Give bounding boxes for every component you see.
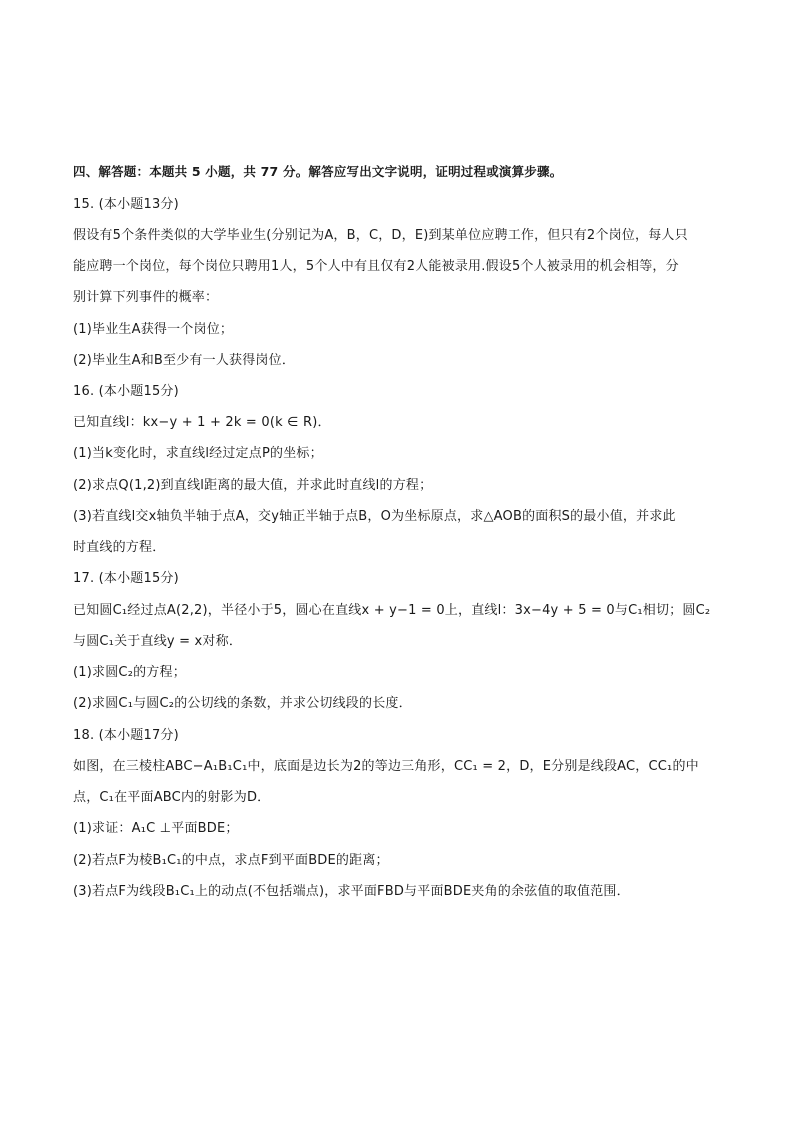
question-18-line-2: 点，C₁在平面ABC内的射影为D．: [73, 790, 271, 805]
question-16-header: 16. (本小题15分): [73, 384, 179, 399]
question-15-part-1: (1)毕业生A获得一个岗位；: [73, 322, 234, 337]
question-18-part-3: (3)若点F为线段B₁C₁上的动点(不包括端点)，求平面FBD与平面BDE夹角的余弦值的取值范围．: [73, 884, 630, 899]
question-16-part-3: (3)若直线l交x轴负半轴于点A，交y轴正半轴于点B，O为坐标原点，求△AOB的面积S的最小值，并求此: [73, 509, 676, 524]
question-18-part-2: (2)若点F为棱B₁C₁的中点，求点F到平面BDE的距离；: [73, 853, 389, 868]
question-16-part-1: (1)当k变化时，求直线l经过定点P的坐标；: [73, 446, 323, 461]
question-15-line-3: 别计算下列事件的概率：: [73, 290, 219, 305]
question-16-part-3-cont: 时直线的方程．: [73, 540, 166, 555]
question-17-line-2: 与圆C₁关于直线y = x对称．: [73, 634, 243, 649]
question-15-part-2: (2)毕业生A和B至少有一人获得岗位．: [73, 353, 296, 368]
question-16-line-1: 已知直线l：kx−y + 1 + 2k = 0(k ∈ R)．: [73, 415, 331, 430]
question-18-line-1: 如图，在三棱柱ABC−A₁B₁C₁中，底面是边长为2的等边三角形，CC₁ = 2，D，E分别是线段AC，CC₁的中: [73, 759, 699, 774]
question-17-header: 17. (本小题15分): [73, 571, 179, 586]
question-18-header: 18. (本小题17分): [73, 728, 179, 743]
section-heading: 四、解答题：本题共 5 小题，共 77 分。解答应写出文字说明，证明过程或演算步骤。: [73, 164, 563, 179]
question-15-line-1: 假设有5个条件类似的大学毕业生(分别记为A，B，C，D，E)到某单位应聘工作，但只有2个岗位，每人只: [73, 228, 688, 243]
question-18-part-1: (1)求证：A₁C ⊥平面BDE；: [73, 821, 239, 836]
question-17-part-2: (2)求圆C₁与圆C₂的公切线的条数，并求公切线段的长度．: [73, 696, 412, 711]
question-17-line-1: 已知圆C₁经过点A(2,2)，半径小于5，圆心在直线x + y−1 = 0上，直线l：3x−4y + 5 = 0与C₁相切；圆C₂: [73, 603, 711, 618]
question-16-part-2: (2)求点Q(1,2)到直线l距离的最大值，并求此时直线l的方程；: [73, 478, 433, 493]
question-15-header: 15. (本小题13分): [73, 197, 179, 212]
question-17-part-1: (1)求圆C₂的方程；: [73, 665, 186, 680]
question-15-line-2: 能应聘一个岗位，每个岗位只聘用1人，5个人中有且仅有2人能被录用.假设5个人被录用的机会相等，分: [73, 259, 679, 274]
